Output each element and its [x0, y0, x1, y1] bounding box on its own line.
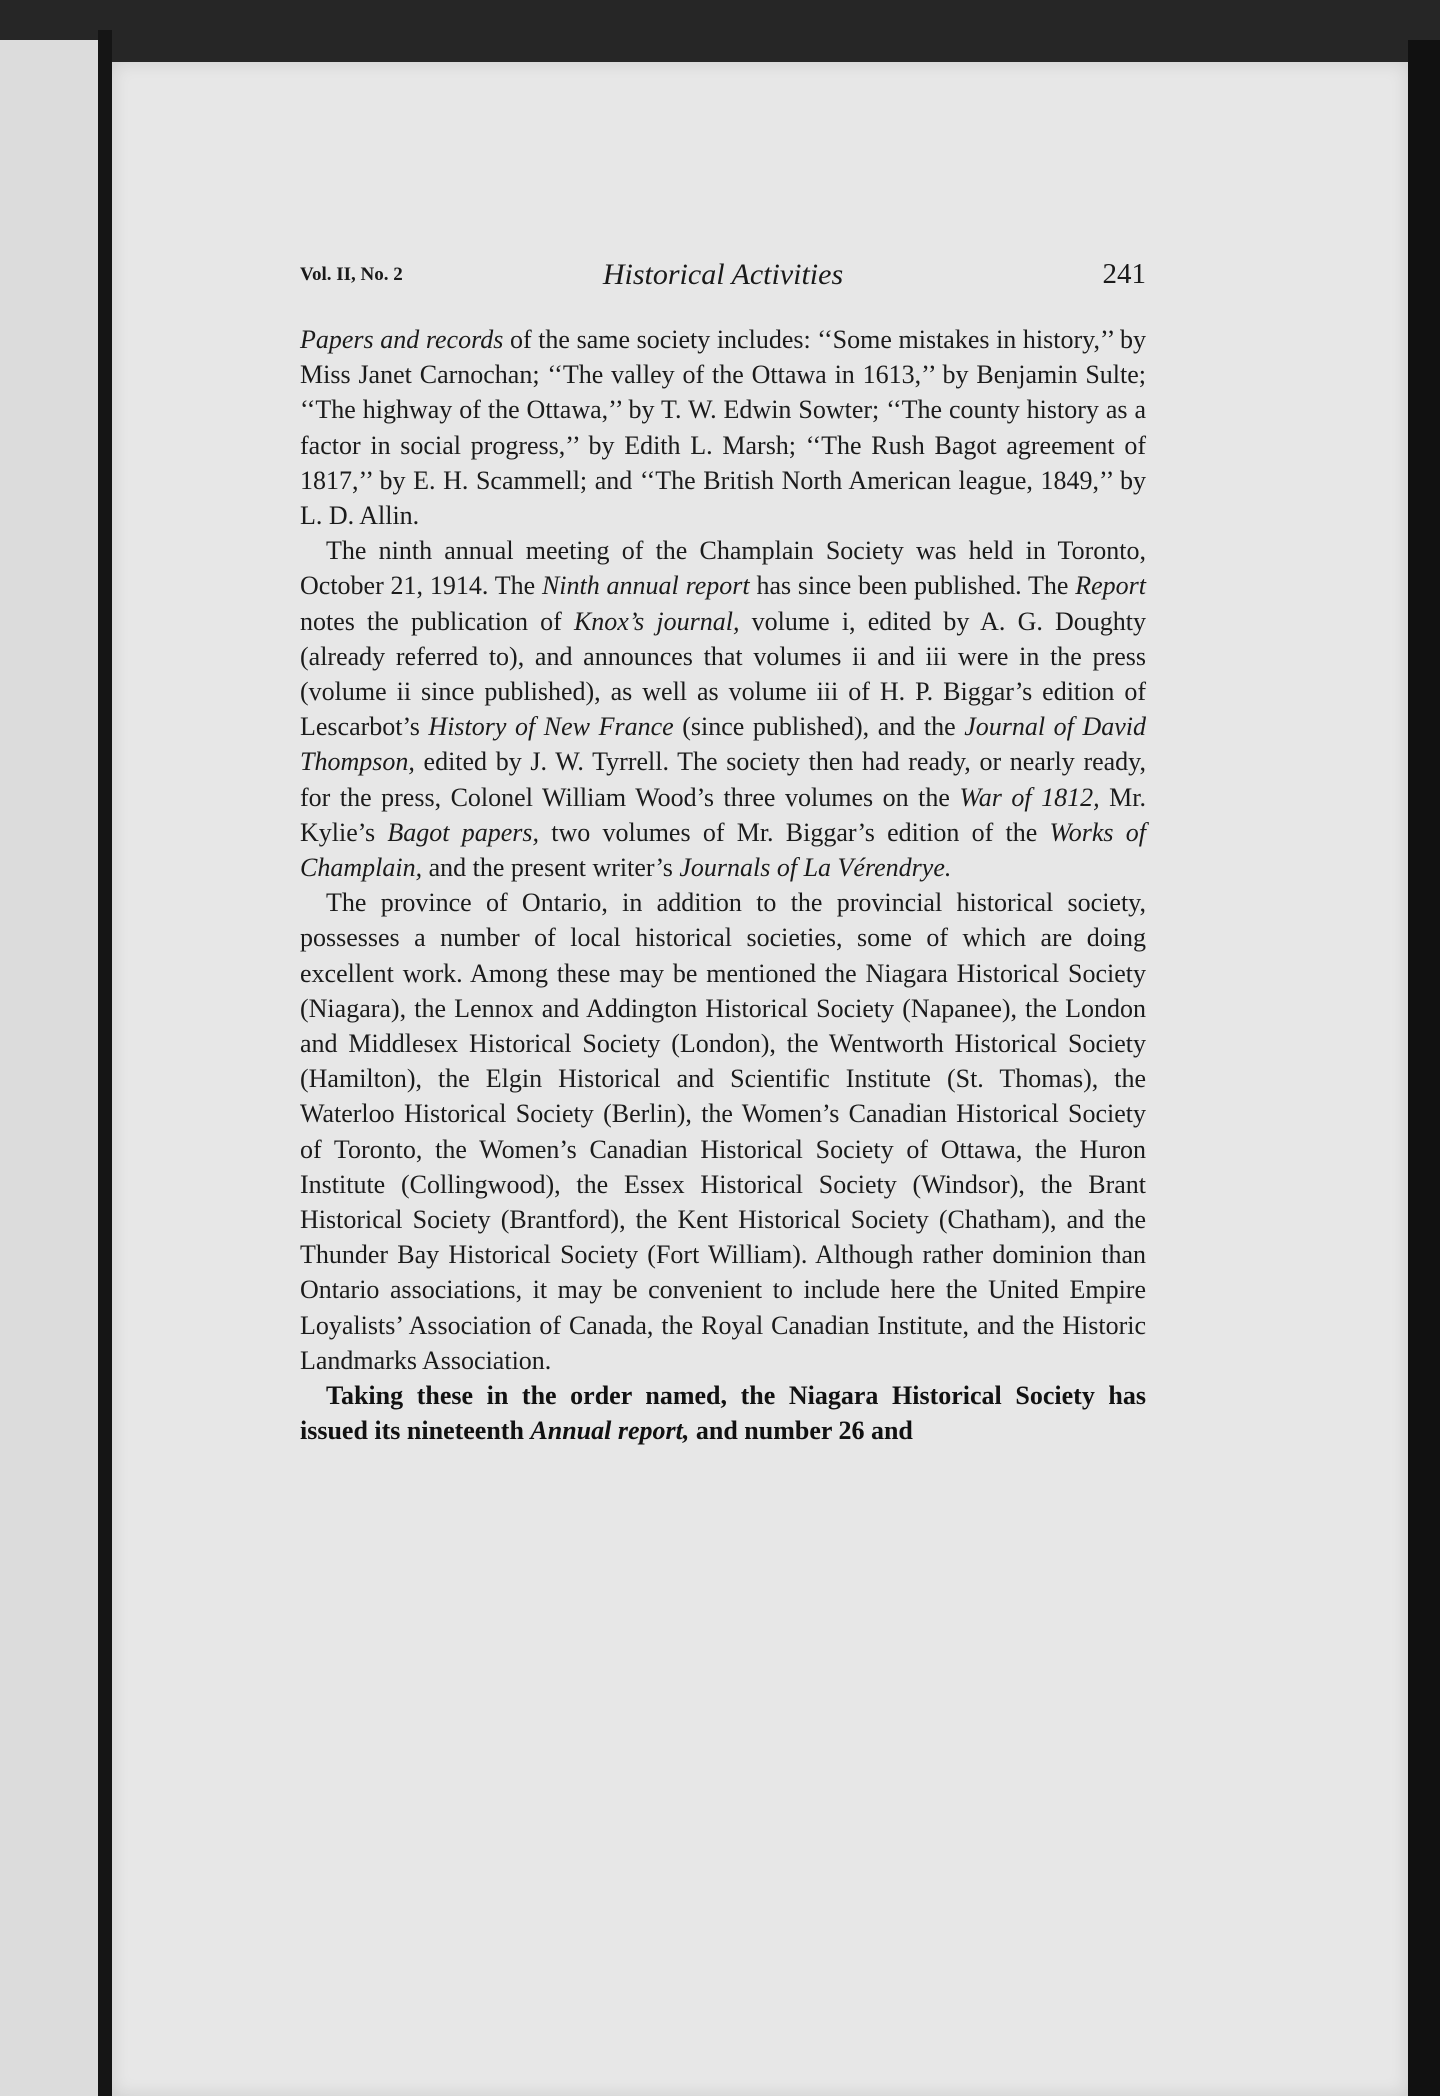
paragraph-2-segment: (since published), and the — [673, 712, 965, 742]
paragraph-2-segment: Mr. Kylie’s — [300, 782, 1146, 847]
paragraph-2-segment: notes the publication of — [300, 606, 574, 636]
page-number: 241 — [1102, 258, 1146, 290]
paragraph-2-segment: The ninth annual meeting of the Champlain Society was held in Toronto, October 21, 1914. The — [300, 536, 1146, 601]
paragraph-2-segment: volume i, edited by A. G. Doughty (already referred to), and announces that volumes ii and iii were in the press (volume ii since published), as well as volume iii of H. P. Biggar’s edition of Lescarbot’s — [300, 606, 1147, 742]
paragraph-2-segment: Report — [1075, 571, 1146, 601]
page-edge-shadow — [1408, 40, 1440, 2096]
paragraph-3 — [300, 885, 1146, 1378]
paragraph-1 — [300, 322, 1146, 533]
paragraph-4-segment: and number 26 and — [689, 1416, 913, 1446]
running-header — [300, 258, 1146, 298]
paragraph-4-segment: Annual report, — [530, 1416, 690, 1446]
paragraph-1-segment: Papers and records — [300, 325, 504, 354]
paragraph-2-segment: Ninth annual report — [541, 571, 750, 601]
body-text — [300, 322, 1146, 1449]
paragraph-2-segment: War of 1812, — [959, 782, 1100, 812]
paragraph-2-segment: two volumes of Mr. Biggar’s edition of the — [538, 817, 1050, 847]
paragraph-2-segment: Knox’s journal, — [573, 606, 740, 636]
facing-page-edge — [0, 40, 98, 2096]
paragraph-2-segment: Journal of David Thompson, — [300, 712, 1146, 777]
paragraph-1-segment: of the same society includes: ‘‘Some mistakes in history,’’ by Miss Janet Carnochan; ‘‘The valley of the Ottawa in 1613,’’ by Benjamin Sulte; ‘‘The highway of the Ottawa,’’ by T. W. Edwin Sowter; ‘‘The county history as a factor in social progress,’’ by Edith L. Marsh; ‘‘The Rush Bagot agreement of 1817,’’ by E. H. Scammell; and ‘‘The British North American league, 1849,’’ by L. D. Allin. — [300, 325, 1146, 531]
paragraph-4-segment: Taking these in the order named, the Niagara Historical Society has issued its nineteenth — [300, 1381, 1146, 1446]
paragraph-4 — [300, 1378, 1146, 1448]
paragraph-2-segment: and the present writer’s — [422, 853, 680, 883]
paragraph-3-segment: The province of Ontario, in addition to the provincial historical society, possesses a number of local historical societies, some of which are doing excellent work. Among these may be mentioned the Niagara Historical Society (Niagara), the Lennox and Addington Historical Society (Napanee), the London and Middlesex Historical Society (London), the Wentworth Historical Society (Hamilton), the Elgin Historical and Scientific Institute (St. Thomas), the Waterloo Historical Society (Berlin), the Women’s Canadian Historical Society of Toronto, the Women’s Canadian Historical Society of Ottawa, the Huron Institute (Collingwood), the Essex Historical Society (Windsor), the Brant Historical Society (Brantford), the Kent Historical Society (Chatham), and the Thunder Bay Historical Society (Fort William). Although rather dominion than Ontario associations, it may be convenient to include here the United Empire Loyalists’ Association of Canada, the Royal Canadian Institute, and the Historic Landmarks Association. — [300, 888, 1146, 1375]
running-title: Historical Activities — [602, 258, 844, 291]
paragraph-2-segment: Works of Champlain, — [300, 817, 1146, 883]
book-gutter — [98, 30, 112, 2096]
paragraph-2-segment: History of New France — [428, 712, 674, 742]
paragraph-2-segment: has since been published. The — [749, 571, 1076, 601]
paragraph-2-segment: Journals of La Vérendrye. — [679, 853, 952, 883]
paragraph-2-segment: edited by J. W. Tyrrell. The society then had ready, or nearly ready, for the press, Colonel William Wood’s three volumes on the — [300, 747, 1146, 812]
volume-label: Vol. II, No. 2 — [300, 264, 403, 285]
paragraph-2-segment: Bagot papers, — [387, 817, 539, 847]
paragraph-2 — [300, 533, 1146, 885]
